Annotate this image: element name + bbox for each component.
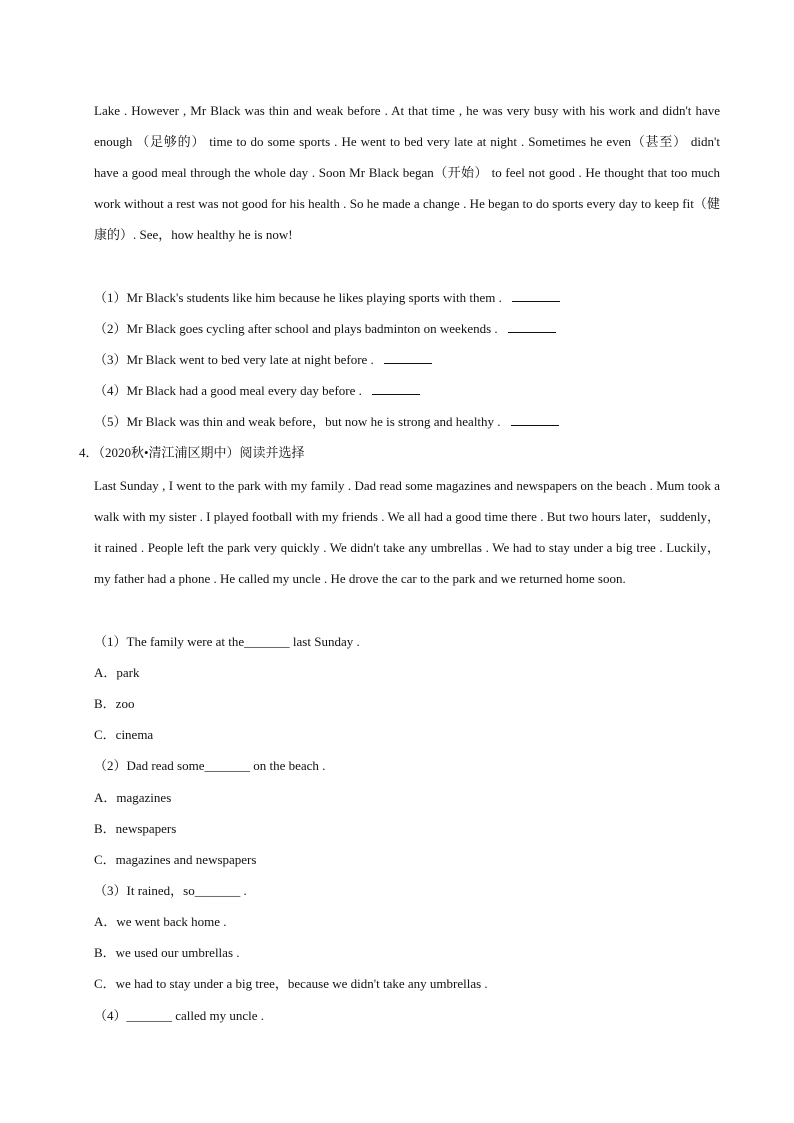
question-stem: （4）_______ called my uncle . xyxy=(94,1008,265,1023)
answer-option[interactable]: C．magazines and newspapers xyxy=(94,852,257,867)
answer-blank[interactable] xyxy=(372,382,420,395)
answer-blank[interactable] xyxy=(384,351,432,364)
judgment-number: （1） xyxy=(94,290,127,305)
answer-option[interactable]: C．we had to stay under a big tree，because we didn't take any umbrellas . xyxy=(94,976,488,991)
answer-option[interactable]: B．we used our umbrellas . xyxy=(94,945,240,960)
judgment-item-5 xyxy=(94,413,559,431)
judgment-text: Mr Black went to bed very late at night before . xyxy=(126,352,374,367)
question-4-heading: 4．（2020秋•清江浦区期中）阅读并选择 xyxy=(79,445,305,460)
answer-option[interactable]: B．newspapers xyxy=(94,821,177,836)
answer-blank[interactable] xyxy=(511,413,559,426)
judgment-text: Mr Black was thin and weak before，but now he is strong and healthy . xyxy=(126,414,501,429)
judgment-item-1 xyxy=(94,289,560,307)
judgment-number: （2） xyxy=(94,321,127,336)
judgment-text: Mr Black's students like him because he likes playing sports with them . xyxy=(126,290,502,305)
judgment-number: （4） xyxy=(94,383,127,398)
question-stem: （1）The family were at the_______ last Sunday . xyxy=(94,634,360,649)
answer-option[interactable]: B．zoo xyxy=(94,696,135,711)
question-stem: （2）Dad read some_______ on the beach . xyxy=(94,758,326,773)
answer-option[interactable]: A．we went back home . xyxy=(94,914,227,929)
answer-option[interactable]: A．magazines xyxy=(94,790,172,805)
passage-1-text: Lake . However , Mr Black was thin and weak before . At that time , he was very busy with his work and didn't have enough （足够的） time to do some sports . He went to bed very late at night . Sometimes he even（甚至） didn't have a good meal through the whole day . Soon Mr Black began（开始） to feel not good . He thought that too much work without a rest was not good for his health . So he made a change . He began to do sports every day to keep fit（健康的）. See，how healthy he is now! xyxy=(94,103,720,242)
judgment-item-3 xyxy=(94,351,432,369)
judgment-item-2 xyxy=(94,320,556,338)
answer-option[interactable]: C．cinema xyxy=(94,727,154,742)
judgment-number: （3） xyxy=(94,352,127,367)
judgment-text: Mr Black had a good meal every day before . xyxy=(126,383,362,398)
answer-option[interactable]: A．park xyxy=(94,665,140,680)
judgment-number: （5） xyxy=(94,414,127,429)
question-stem: （3）It rained，so_______ . xyxy=(94,883,247,898)
answer-blank[interactable] xyxy=(508,320,556,333)
judgment-text: Mr Black goes cycling after school and plays badminton on weekends . xyxy=(126,321,498,336)
answer-blank[interactable] xyxy=(512,289,560,302)
judgment-item-4 xyxy=(94,382,420,400)
passage-2-text: Last Sunday , I went to the park with my family . Dad read some magazines and newspapers on the beach . Mum took a walk with my sister . I played football with my friends . We all had a good time there . But two hours later，suddenly，it rained . People left the park very quickly . We didn't take any umbrellas . We had to stay under a big tree . Luckily，my father had a phone . He called my uncle . He drove the car to the park and we returned home soon. xyxy=(94,478,720,586)
